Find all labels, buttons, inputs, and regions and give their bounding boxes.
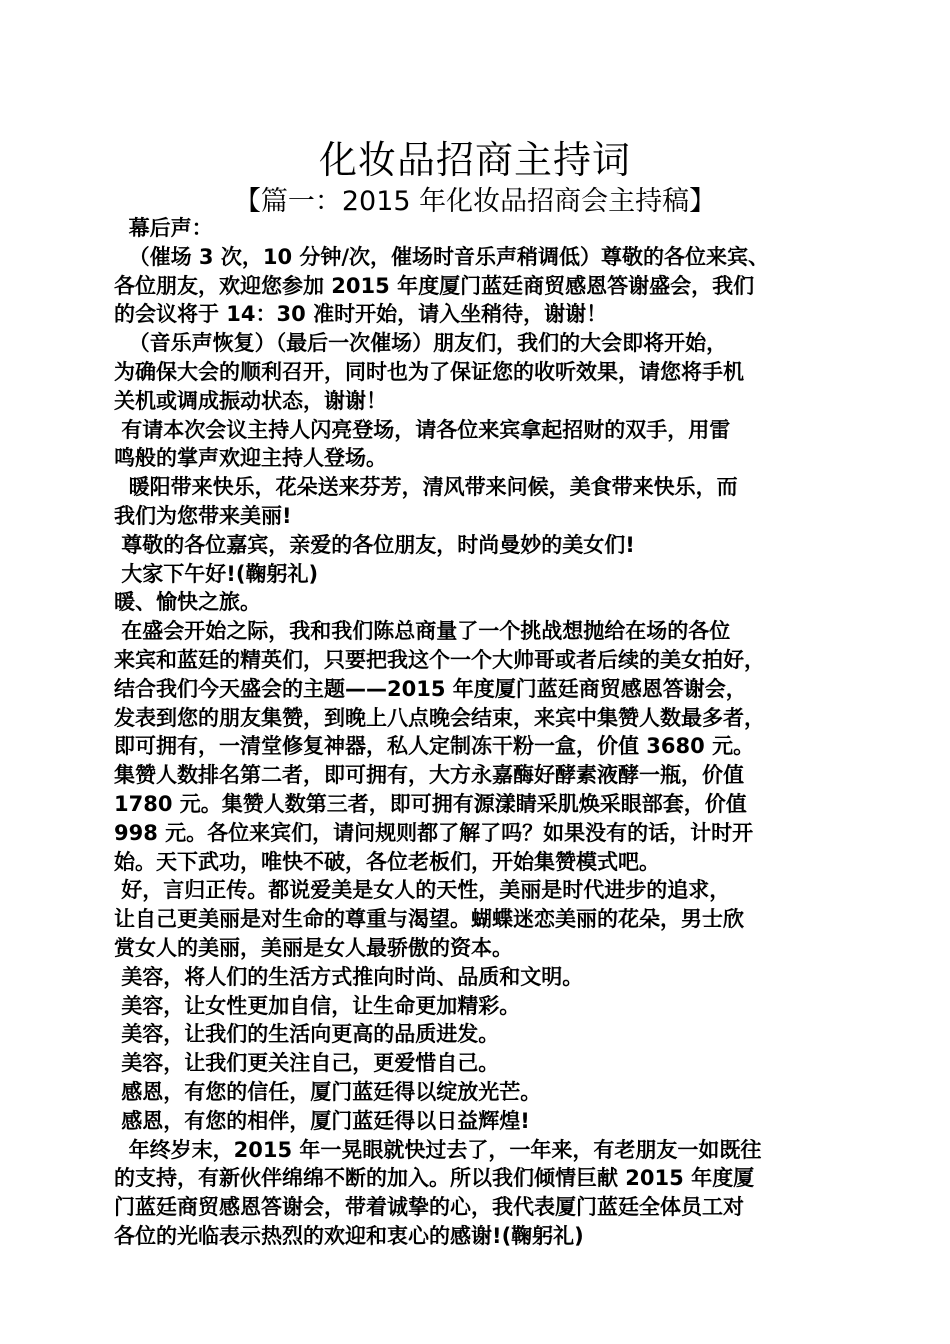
- text-line: 各位朋友，欢迎您参加 2015 年度厦门蓝廷商贸感恩答谢盛会，我们: [114, 273, 755, 298]
- text-line: 美容，让我们的生活向更高的品质进发。: [114, 1022, 500, 1047]
- document-subtitle: 【篇一：2015 年化妆品招商会主持稿】: [233, 186, 717, 218]
- text-line: 即可拥有，一清堂修复神器，私人定制冻干粉一盒，价值 3680 元。: [114, 734, 755, 759]
- text-line: 我们为您带来美丽!: [114, 503, 292, 528]
- text-line: 美容，让女性更加自信，让生命更加精彩。: [114, 993, 521, 1018]
- text-line: 好，言归正传。都说爱美是女人的天性，美丽是时代进步的追求，: [114, 878, 731, 903]
- text-line: 有请本次会议主持人闪亮登场，请各位来宾拿起招财的双手，用雷: [114, 417, 731, 442]
- text-line: 在盛会开始之际，我和我们陈总商量了一个挑战想抛给在场的各位: [114, 619, 731, 644]
- text-line: 幕后声：: [114, 216, 213, 240]
- text-line: 发表到您的朋友集赞，到晚上八点晚会结束，来宾中集赞人数最多者，: [114, 705, 765, 730]
- text-line: 为确保大会的顺利召开，同时也为了保证您的收听效果，请您将手机: [114, 359, 744, 384]
- text-line: 感恩，有您的信任，厦门蓝廷得以绽放光芒。: [114, 1079, 542, 1104]
- text-line: 关机或调成振动状态，谢谢！: [114, 388, 387, 413]
- text-line: 尊敬的各位嘉宾，亲爱的各位朋友，时尚曼妙的美女们!: [114, 532, 635, 557]
- text-line: （音乐声恢复）（最后一次催场）朋友们，我们的大会即将开始，: [114, 331, 728, 356]
- text-line: 年终岁末，2015 年一晃眼就快过去了，一年来，有老朋友一如既往: [114, 1137, 762, 1162]
- text-line: 集赞人数排名第二者，即可拥有，大方永嘉酶好酵素液酵一瓶，价值: [114, 763, 744, 788]
- text-line: 暖阳带来快乐，花朵送来芬芳，清风带来问候，美食带来快乐，而: [114, 475, 738, 500]
- text-line: 美容，让我们更关注自己，更爱惜自己。: [114, 1051, 500, 1076]
- text-line: 大家下午好!(鞠躬礼): [114, 561, 319, 586]
- text-line: 鸣般的掌声欢迎主持人登场。: [114, 446, 387, 471]
- text-line: （催场 3 次，10 分钟/次，催场时音乐声稍调低）尊敬的各位来宾、: [114, 244, 770, 269]
- text-line: 让自己更美丽是对生命的尊重与渴望。蝴蝶迷恋美丽的花朵，男士欣: [114, 907, 744, 932]
- document-body: [114, 214, 840, 1251]
- text-line: 感恩，有您的相伴，厦门蓝廷得以日益辉煌!: [114, 1108, 530, 1133]
- text-line: 1780 元。集赞人数第三者，即可拥有源漾睛采肌焕采眼部套，价值: [114, 791, 747, 816]
- text-line: 各位的光临表示热烈的欢迎和衷心的感谢!(鞠躬礼): [114, 1223, 584, 1248]
- text-line: 门蓝廷商贸感恩答谢会，带着诚挚的心，我代表厦门蓝廷全体员工对: [114, 1195, 744, 1220]
- text-line: 结合我们今天盛会的主题——2015 年度厦门蓝廷商贸感恩答谢会，: [114, 676, 747, 701]
- text-line: 赏女人的美丽，美丽是女人最骄傲的资本。: [114, 935, 513, 960]
- text-line: 的会议将于 14：30 准时开始，请入坐稍待，谢谢！: [114, 302, 608, 327]
- text-line: 暖、愉快之旅。: [114, 590, 261, 615]
- text-line: 的支持，有新伙伴绵绵不断的加入。所以我们倾情巨献 2015 年度厦: [114, 1166, 755, 1191]
- text-line: 998 元。各位来宾们，请问规则都了解了吗？如果没有的话，计时开: [114, 820, 754, 845]
- text-line: 美容，将人们的生活方式推向时尚、品质和文明。: [114, 964, 584, 989]
- document-title: 化妆品招商主持词: [318, 138, 631, 183]
- text-line: 来宾和蓝廷的精英们，只要把我这个一个大帅哥或者后续的美女拍好，: [114, 647, 765, 672]
- text-line: 始。天下武功，唯快不破，各位老板们，开始集赞模式吧。: [114, 849, 660, 874]
